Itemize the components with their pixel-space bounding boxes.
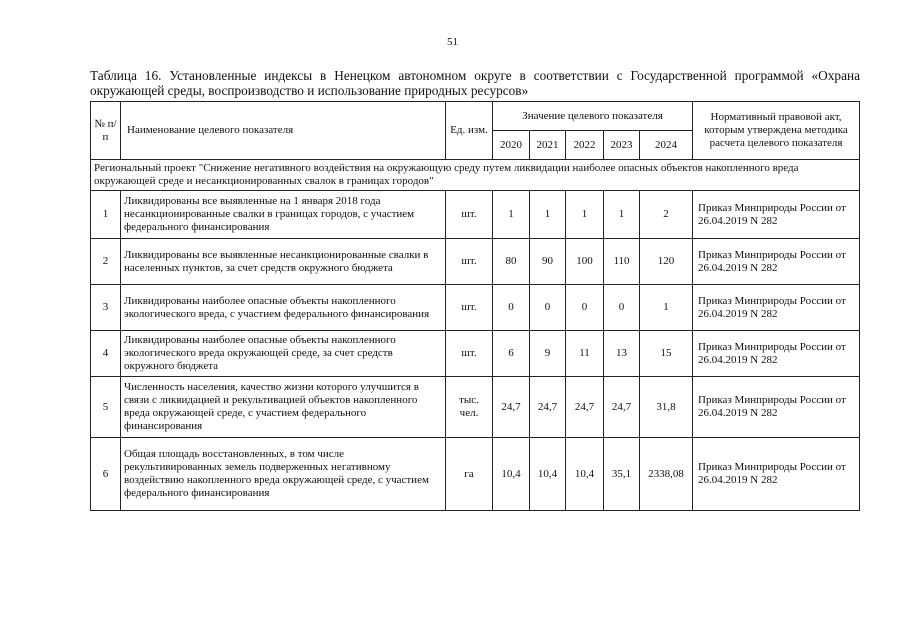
row-num: 5 [91, 377, 121, 438]
table-row [91, 377, 860, 438]
header-act: Нормативный правовой акт, которым утверждена методика расчета целевого показателя [693, 102, 860, 160]
row-value: 24,7 [493, 377, 530, 438]
table-row [91, 438, 860, 511]
row-value: 31,8 [640, 377, 693, 438]
row-value: 10,4 [493, 438, 530, 511]
row-name: Ликвидированы наиболее опасные объекты накопленного экологического вреда, с участием федерального финансирования [121, 285, 446, 331]
row-value: 0 [530, 285, 566, 331]
row-value: 2 [640, 191, 693, 239]
row-unit: шт. [446, 239, 493, 285]
row-value: 0 [604, 285, 640, 331]
row-name: Общая площадь восстановленных, в том числе рекультивированных земель подверженных негативному воздействию накопленного вреда окружающей среде, с участием федерального финансирования [121, 438, 446, 511]
row-value: 90 [530, 239, 566, 285]
row-value: 9 [530, 331, 566, 377]
row-value: 1 [640, 285, 693, 331]
row-name: Ликвидированы наиболее опасные объекты накопленного экологического вреда окружающей среде, за счет средств окружного бюджета [121, 331, 446, 377]
row-value: 13 [604, 331, 640, 377]
header-num: № п/п [91, 102, 121, 160]
row-value: 10,4 [530, 438, 566, 511]
row-num: 3 [91, 285, 121, 331]
table-caption: Таблица 16. Установленные индексы в Ненецком автономном округе в соответствии с Государственной программой «Охрана окружающей среды, воспроизводство и использование природных ресурсов» [90, 68, 860, 98]
row-num: 4 [91, 331, 121, 377]
row-num: 2 [91, 239, 121, 285]
row-act: Приказ Минприроды России от 26.04.2019 N 282 [693, 239, 860, 285]
row-value: 11 [566, 331, 604, 377]
row-num: 1 [91, 191, 121, 239]
regional-project-row: Региональный проект "Снижение негативного воздействия на окружающую среду путем ликвидации наиболее опасных объектов накопленного вреда окружающей среде и несанкционированных свалок в границах городов" [91, 160, 860, 191]
row-num: 6 [91, 438, 121, 511]
row-act: Приказ Минприроды России от 26.04.2019 N 282 [693, 285, 860, 331]
row-value: 24,7 [604, 377, 640, 438]
row-value: 10,4 [566, 438, 604, 511]
header-name: Наименование целевого показателя [121, 102, 446, 160]
table-row [91, 191, 860, 239]
indicators-table [90, 101, 860, 511]
table-row [91, 285, 860, 331]
header-unit: Ед. изм. [446, 102, 493, 160]
row-unit: га [446, 438, 493, 511]
row-unit: тыс. чел. [446, 377, 493, 438]
row-value: 35,1 [604, 438, 640, 511]
row-value: 15 [640, 331, 693, 377]
row-name: Ликвидированы все выявленные несанкционированные свалки в населенных пунктов, за счет средств окружного бюджета [121, 239, 446, 285]
row-act: Приказ Минприроды России от 26.04.2019 N 282 [693, 331, 860, 377]
header-year: 2020 [493, 131, 530, 160]
row-value: 0 [493, 285, 530, 331]
header-year: 2022 [566, 131, 604, 160]
row-act: Приказ Минприроды России от 26.04.2019 N 282 [693, 377, 860, 438]
table-row [91, 239, 860, 285]
row-value: 1 [566, 191, 604, 239]
row-value: 1 [493, 191, 530, 239]
header-values-group: Значение целевого показателя [493, 102, 693, 131]
header-year: 2021 [530, 131, 566, 160]
row-value: 1 [530, 191, 566, 239]
row-unit: шт. [446, 285, 493, 331]
row-value: 1 [604, 191, 640, 239]
row-act: Приказ Минприроды России от 26.04.2019 N 282 [693, 438, 860, 511]
row-value: 120 [640, 239, 693, 285]
row-value: 0 [566, 285, 604, 331]
header-year: 2024 [640, 131, 693, 160]
row-name: Численность населения, качество жизни которого улучшится в связи с ликвидацией и рекультивацией объектов накопленного вреда окружающей среде, с участием федерального финансирования [121, 377, 446, 438]
row-value: 100 [566, 239, 604, 285]
row-value: 80 [493, 239, 530, 285]
row-value: 110 [604, 239, 640, 285]
row-value: 24,7 [530, 377, 566, 438]
page-number: 51 [447, 36, 458, 48]
table-row [91, 331, 860, 377]
row-act: Приказ Минприроды России от 26.04.2019 N 282 [693, 191, 860, 239]
row-value: 24,7 [566, 377, 604, 438]
row-name: Ликвидированы все выявленные на 1 января 2018 года несанкционированные свалки в границах городов, с участием федерального финансирования [121, 191, 446, 239]
header-year: 2023 [604, 131, 640, 160]
row-value: 6 [493, 331, 530, 377]
row-value: 2338,08 [640, 438, 693, 511]
row-unit: шт. [446, 191, 493, 239]
row-unit: шт. [446, 331, 493, 377]
